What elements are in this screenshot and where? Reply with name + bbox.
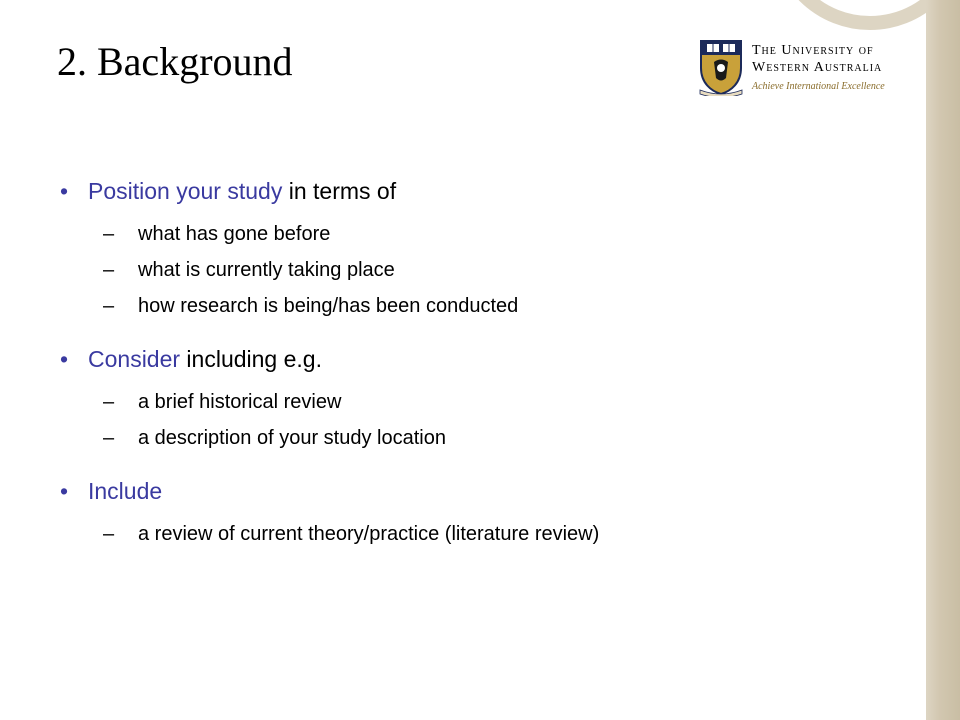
sub-list (60, 216, 920, 324)
bullet-highlight: Include (88, 478, 163, 504)
sub-item (60, 516, 920, 552)
sub-item (60, 384, 920, 420)
sub-list (60, 516, 920, 552)
bullet-marker: • (60, 478, 69, 504)
bullet-item (60, 476, 920, 506)
sub-item (60, 288, 920, 324)
sub-text: a review of current theory/practice (literature review) (138, 523, 600, 545)
bullet-text: in terms of (282, 178, 397, 204)
dash-marker: – (103, 223, 115, 245)
sub-item (60, 216, 920, 252)
logo-line-2: Western Australia (752, 60, 883, 75)
dash-marker: – (103, 295, 115, 317)
dash-marker: – (103, 259, 115, 281)
bullet-text: including e.g. (180, 346, 322, 372)
sub-text: what is currently taking place (138, 259, 395, 281)
sub-text: a brief historical review (138, 391, 342, 413)
sub-list (60, 384, 920, 456)
bullet-item (60, 176, 920, 206)
logo-tagline: Achieve International Excellence (752, 81, 885, 92)
right-side-band (926, 0, 960, 720)
dash-marker: – (103, 391, 115, 413)
bullet-item (60, 344, 920, 374)
bullet-marker: • (60, 178, 69, 204)
bullet-marker: • (60, 346, 69, 372)
logo-line-1: The University of (752, 43, 874, 58)
crest-icon (698, 38, 744, 96)
sub-text: how research is being/has been conducted (138, 295, 519, 317)
dash-marker: – (103, 427, 115, 449)
sub-item (60, 252, 920, 288)
sub-text: what has gone before (138, 223, 331, 245)
bullet-list (60, 176, 920, 552)
logo-wordmark (752, 42, 885, 92)
dash-marker: – (103, 523, 115, 545)
slide-title: 2. Background (57, 39, 293, 84)
sub-text: a description of your study location (138, 427, 446, 449)
bullet-highlight: Position your study (88, 178, 283, 204)
university-logo (698, 38, 908, 98)
bullet-highlight: Consider (88, 346, 181, 372)
sub-item (60, 420, 920, 456)
